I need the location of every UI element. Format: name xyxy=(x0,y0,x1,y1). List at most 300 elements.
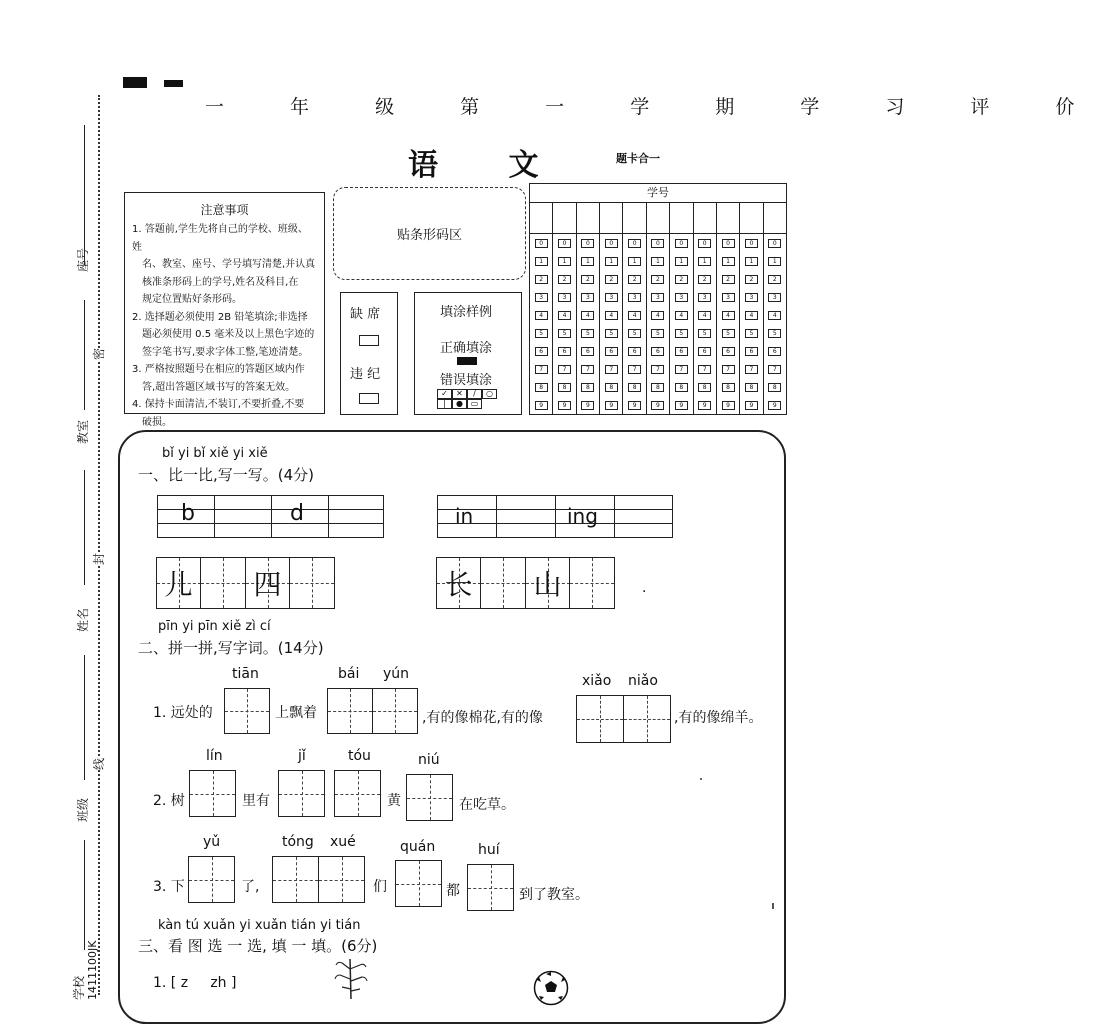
digit-bubble[interactable] xyxy=(764,252,786,270)
sec2-pinyin: pīn yi pīn xiě zì cí xyxy=(158,619,271,634)
seal-mark-3: 线 xyxy=(92,757,106,770)
digit-bubble[interactable] xyxy=(600,379,622,397)
digit-bubble[interactable] xyxy=(577,343,599,361)
digit-bubble[interactable] xyxy=(670,252,692,270)
tian-box[interactable] xyxy=(623,695,671,743)
digit-bubble-label: 3 xyxy=(651,293,664,302)
pinyin-tong: tóng xyxy=(282,834,314,850)
digit-bubble[interactable] xyxy=(623,306,645,324)
student-id-write-cell[interactable] xyxy=(694,203,716,234)
digit-bubble[interactable] xyxy=(600,343,622,361)
digit-bubble-label: 3 xyxy=(535,293,548,302)
digit-bubble-label: 4 xyxy=(768,311,781,320)
tian-box[interactable] xyxy=(188,856,235,903)
digit-bubble[interactable] xyxy=(600,324,622,342)
digit-bubble[interactable] xyxy=(670,234,692,252)
tian-box[interactable] xyxy=(289,557,335,609)
digit-bubble[interactable] xyxy=(694,324,716,342)
student-id-write-cell[interactable] xyxy=(764,203,786,234)
student-id-write-cell[interactable] xyxy=(623,203,645,234)
digit-bubble[interactable] xyxy=(647,324,669,342)
model-character: 儿 xyxy=(164,568,193,601)
digit-bubble[interactable] xyxy=(764,234,786,252)
digit-bubble[interactable] xyxy=(694,234,716,252)
tian-box[interactable] xyxy=(334,770,381,817)
student-id-column xyxy=(576,203,599,415)
digit-bubble-label: 3 xyxy=(745,293,758,302)
digit-bubble[interactable] xyxy=(600,252,622,270)
digit-bubble[interactable] xyxy=(717,397,739,415)
digit-bubble-label: 9 xyxy=(558,401,571,410)
digit-bubble[interactable] xyxy=(553,234,575,252)
digit-bubble-label: 4 xyxy=(535,311,548,320)
absent-label: 缺 席 xyxy=(350,307,381,322)
sec1-title: 一、比一比,写一写。(4分) xyxy=(138,466,315,484)
q1-text-3: ,有的像棉花,有的像 xyxy=(422,710,543,726)
digit-bubble[interactable] xyxy=(577,306,599,324)
digit-bubble[interactable] xyxy=(600,234,622,252)
digit-bubble-label: 5 xyxy=(675,329,688,338)
tian-box[interactable] xyxy=(189,770,236,817)
pinyin-tou: tóu xyxy=(348,748,371,764)
digit-bubble-label: 9 xyxy=(535,401,548,410)
digit-bubble-label: 3 xyxy=(605,293,618,302)
wrong-fill-label: 错误填涂 xyxy=(440,373,493,388)
char-row-b xyxy=(437,557,615,609)
student-id-column xyxy=(693,203,716,415)
digit-bubble-label: 9 xyxy=(698,401,711,410)
character-box xyxy=(156,557,202,609)
digit-bubble-label: 2 xyxy=(581,275,594,284)
digit-bubble[interactable] xyxy=(670,324,692,342)
digit-bubble-label: 8 xyxy=(745,383,758,392)
digit-bubble[interactable] xyxy=(694,306,716,324)
digit-bubble[interactable] xyxy=(740,343,762,361)
digit-bubble-label: 9 xyxy=(768,401,781,410)
student-id-column xyxy=(599,203,622,415)
digit-bubble-label: 8 xyxy=(722,383,735,392)
q1-text-2: 上飘着 xyxy=(275,705,317,721)
pinyin-xue: xué xyxy=(330,834,356,850)
fill-example-heading: 填涂样例 xyxy=(440,305,493,320)
digit-bubble[interactable] xyxy=(530,343,552,361)
digit-bubble[interactable] xyxy=(600,270,622,288)
digit-bubble-label: 5 xyxy=(651,329,664,338)
digit-bubble-label: 3 xyxy=(768,293,781,302)
digit-bubble-label: 1 xyxy=(698,257,711,266)
digit-bubble[interactable] xyxy=(577,270,599,288)
digit-bubble-label: 1 xyxy=(605,257,618,266)
digit-bubble[interactable] xyxy=(694,343,716,361)
digit-bubble[interactable] xyxy=(577,288,599,306)
digit-bubble[interactable] xyxy=(764,324,786,342)
character-box xyxy=(245,557,291,609)
digit-bubble[interactable] xyxy=(623,343,645,361)
class-label: 班级 xyxy=(76,797,90,822)
digit-bubble[interactable] xyxy=(530,252,552,270)
digit-bubble-label: 5 xyxy=(745,329,758,338)
tian-box[interactable] xyxy=(372,688,418,734)
q3-text-5: 到了教室。 xyxy=(519,887,589,903)
digit-bubble-label: 1 xyxy=(768,257,781,266)
pinyin-bai: bái xyxy=(338,666,360,682)
digit-bubble-label: 8 xyxy=(675,383,688,392)
pinyin-hui: huí xyxy=(478,842,500,858)
soccer-ball-icon xyxy=(533,970,569,1006)
digit-bubble[interactable] xyxy=(694,379,716,397)
absent-checkbox[interactable] xyxy=(359,335,379,346)
digit-bubble[interactable] xyxy=(740,397,762,415)
digit-bubble[interactable] xyxy=(553,306,575,324)
notice-line: 3. 严格按照题号在相应的答题区域内作 xyxy=(132,364,305,375)
digit-bubble[interactable] xyxy=(647,361,669,379)
digit-bubble[interactable] xyxy=(623,397,645,415)
digit-bubble-label: 5 xyxy=(698,329,711,338)
digit-bubble[interactable] xyxy=(623,270,645,288)
trailing-dot: . xyxy=(642,580,647,596)
digit-bubble[interactable] xyxy=(670,270,692,288)
digit-bubble[interactable] xyxy=(647,306,669,324)
model-character: 山 xyxy=(533,568,562,601)
pinyin-ji: jǐ xyxy=(298,748,306,764)
digit-bubble[interactable] xyxy=(694,397,716,415)
tian-box[interactable] xyxy=(576,695,624,743)
digit-bubble[interactable] xyxy=(694,270,716,288)
digit-bubble[interactable] xyxy=(670,397,692,415)
digit-bubble[interactable] xyxy=(647,288,669,306)
tian-box[interactable] xyxy=(406,774,453,821)
digit-bubble[interactable] xyxy=(600,306,622,324)
digit-bubble-label: 6 xyxy=(698,347,711,356)
digit-bubble[interactable] xyxy=(553,324,575,342)
digit-bubble-label: 7 xyxy=(581,365,594,374)
digit-bubble[interactable] xyxy=(764,397,786,415)
digit-bubble-label: 4 xyxy=(558,311,571,320)
scan-mark xyxy=(700,778,702,780)
digit-bubble-label: 5 xyxy=(628,329,641,338)
sec3-pinyin: kàn tú xuǎn yi xuǎn tián yi tián xyxy=(158,918,361,933)
digit-bubble[interactable] xyxy=(553,252,575,270)
tian-box[interactable] xyxy=(200,557,246,609)
student-id-write-cell[interactable] xyxy=(600,203,622,234)
tian-box[interactable] xyxy=(480,557,526,609)
digit-bubble[interactable] xyxy=(740,288,762,306)
digit-bubble[interactable] xyxy=(647,397,669,415)
digit-bubble-label: 6 xyxy=(581,347,594,356)
digit-bubble-label: 0 xyxy=(581,239,594,248)
notice-heading: 注意事项 xyxy=(200,203,249,217)
digit-bubble-label: 2 xyxy=(698,275,711,284)
digit-bubble[interactable] xyxy=(647,252,669,270)
digit-bubble[interactable] xyxy=(553,361,575,379)
digit-bubble[interactable] xyxy=(717,361,739,379)
q3-text-3: 们 xyxy=(373,879,387,895)
letter-ing: ing xyxy=(567,504,598,528)
digit-bubble-label: 9 xyxy=(605,401,618,410)
model-character: 四 xyxy=(253,568,282,601)
digit-bubble-label: 9 xyxy=(722,401,735,410)
notice-line: 答,超出答题区域书写的答案无效。 xyxy=(142,381,296,393)
student-id-write-cell[interactable] xyxy=(717,203,739,234)
notice-line: 核准条形码上的学号,姓名及科目,在 xyxy=(142,276,299,288)
digit-bubble[interactable] xyxy=(647,343,669,361)
digit-bubble[interactable] xyxy=(577,324,599,342)
digit-bubble-label: 6 xyxy=(768,347,781,356)
tian-box[interactable] xyxy=(467,864,514,911)
bar-mark-icon: | xyxy=(437,399,452,409)
student-id-column xyxy=(669,203,692,415)
subject-title: 语 文 xyxy=(408,148,569,183)
digit-bubble-label: 0 xyxy=(675,239,688,248)
student-id-write-cell[interactable] xyxy=(670,203,692,234)
school-label: 学校 xyxy=(72,975,86,1000)
digit-bubble[interactable] xyxy=(623,379,645,397)
digit-bubble[interactable] xyxy=(764,343,786,361)
digit-bubble-label: 5 xyxy=(558,329,571,338)
digit-bubble[interactable] xyxy=(740,361,762,379)
digit-bubble[interactable] xyxy=(740,379,762,397)
digit-bubble-label: 0 xyxy=(768,239,781,248)
digit-bubble[interactable] xyxy=(647,234,669,252)
absence-box xyxy=(340,292,398,415)
digit-bubble[interactable] xyxy=(530,379,552,397)
student-id-column xyxy=(716,203,739,415)
student-id-column xyxy=(530,203,552,415)
violation-checkbox[interactable] xyxy=(359,393,379,404)
digit-bubble-label: 3 xyxy=(581,293,594,302)
digit-bubble[interactable] xyxy=(530,306,552,324)
digit-bubble[interactable] xyxy=(577,397,599,415)
digit-bubble-label: 8 xyxy=(698,383,711,392)
digit-bubble[interactable] xyxy=(553,397,575,415)
seal-mark-1: 密 xyxy=(92,347,106,360)
digit-bubble[interactable] xyxy=(600,288,622,306)
tian-box[interactable] xyxy=(278,770,325,817)
digit-bubble[interactable] xyxy=(717,324,739,342)
digit-bubble[interactable] xyxy=(764,361,786,379)
notice-line: 名、教室、座号、学号填写清楚,并认真 xyxy=(142,259,316,270)
digit-bubble-label: 7 xyxy=(558,365,571,374)
digit-bubble-label: 6 xyxy=(722,347,735,356)
binding-dotted-line xyxy=(98,95,100,995)
digit-bubble-label: 6 xyxy=(675,347,688,356)
digit-bubble-label: 6 xyxy=(535,347,548,356)
letter-b: b xyxy=(181,501,195,526)
student-id-columns xyxy=(530,203,786,415)
tian-box[interactable] xyxy=(224,688,270,734)
char-row-a xyxy=(157,557,335,609)
digit-bubble[interactable] xyxy=(670,361,692,379)
digit-bubble[interactable] xyxy=(670,306,692,324)
digit-bubble[interactable] xyxy=(623,324,645,342)
digit-bubble[interactable] xyxy=(600,397,622,415)
tian-box[interactable] xyxy=(395,860,442,907)
pinyin-quan: quán xyxy=(400,839,436,855)
fill-example-box xyxy=(414,292,522,415)
digit-bubble-label: 8 xyxy=(535,383,548,392)
digit-bubble[interactable] xyxy=(740,270,762,288)
digit-bubble[interactable] xyxy=(623,234,645,252)
notice-line: 4. 保持卡面清洁,不装订,不要折叠,不要 xyxy=(132,399,305,410)
digit-bubble[interactable] xyxy=(577,361,599,379)
digit-bubble[interactable] xyxy=(717,306,739,324)
notice-list xyxy=(132,221,317,431)
correct-fill-sample xyxy=(457,357,477,365)
notice-line: 签字笔书写,要求字体工整,笔迹清楚。 xyxy=(142,346,309,358)
digit-bubble-label: 1 xyxy=(651,257,664,266)
q1-text-4: ,有的像绵羊。 xyxy=(674,710,763,726)
digit-bubble[interactable] xyxy=(740,252,762,270)
digit-bubble-label: 4 xyxy=(722,311,735,320)
digit-bubble[interactable] xyxy=(530,324,552,342)
digit-bubble[interactable] xyxy=(764,270,786,288)
digit-bubble-label: 0 xyxy=(745,239,758,248)
pinyin-yun: yún xyxy=(383,666,410,682)
digit-bubble[interactable] xyxy=(694,288,716,306)
digit-bubble[interactable] xyxy=(717,288,739,306)
letter-in: in xyxy=(455,504,474,528)
q2-text-2: 里有 xyxy=(242,793,270,809)
digit-bubble[interactable] xyxy=(623,361,645,379)
tian-box[interactable] xyxy=(569,557,615,609)
dot-mark-icon: ● xyxy=(452,399,467,409)
digit-bubble[interactable] xyxy=(553,379,575,397)
digit-bubble-label: 6 xyxy=(628,347,641,356)
digit-bubble-label: 1 xyxy=(675,257,688,266)
digit-bubble[interactable] xyxy=(553,288,575,306)
digit-bubble-label: 7 xyxy=(605,365,618,374)
digit-bubble-label: 8 xyxy=(558,383,571,392)
sec3-title: 三、看 图 选 一 选, 填 一 填。(6分) xyxy=(138,937,378,955)
digit-bubble-label: 2 xyxy=(722,275,735,284)
notice-line: 规定位置贴好条形码。 xyxy=(142,294,242,305)
pinyin-yu: yǔ xyxy=(203,834,221,850)
digit-bubble[interactable] xyxy=(717,379,739,397)
tian-box[interactable] xyxy=(318,856,365,903)
digit-bubble[interactable] xyxy=(530,270,552,288)
digit-bubble-label: 5 xyxy=(535,329,548,338)
class-line xyxy=(84,655,85,780)
digit-bubble[interactable] xyxy=(530,234,552,252)
pinyin-niao: niǎo xyxy=(628,673,658,689)
digit-bubble[interactable] xyxy=(694,252,716,270)
digit-bubble[interactable] xyxy=(764,288,786,306)
pinyin-niu: niú xyxy=(418,752,440,768)
student-id-write-cell[interactable] xyxy=(740,203,762,234)
digit-bubble[interactable] xyxy=(764,306,786,324)
digit-bubble[interactable] xyxy=(577,379,599,397)
scan-mark xyxy=(772,903,774,909)
digit-bubble-label: 0 xyxy=(628,239,641,248)
tian-box[interactable] xyxy=(272,856,319,903)
cross-mark-icon: ✕ xyxy=(452,389,467,399)
digit-bubble-label: 1 xyxy=(745,257,758,266)
character-box xyxy=(436,557,482,609)
digit-bubble[interactable] xyxy=(623,288,645,306)
seal-mark-2: 封 xyxy=(92,552,106,565)
digit-bubble-label: 4 xyxy=(581,311,594,320)
digit-bubble-label: 5 xyxy=(581,329,594,338)
digit-bubble-label: 5 xyxy=(722,329,735,338)
four-line-grid-a xyxy=(157,495,384,538)
digit-bubble-label: 4 xyxy=(651,311,664,320)
alignment-mark-2 xyxy=(164,80,183,87)
student-id-grid xyxy=(529,183,787,415)
sec3-q1: 1. [ z zh ] xyxy=(153,975,237,991)
digit-bubble-label: 6 xyxy=(558,347,571,356)
digit-bubble[interactable] xyxy=(577,252,599,270)
digit-bubble-label: 3 xyxy=(558,293,571,302)
digit-bubble[interactable] xyxy=(740,306,762,324)
digit-bubble[interactable] xyxy=(694,361,716,379)
digit-bubble-label: 2 xyxy=(745,275,758,284)
digit-bubble[interactable] xyxy=(670,288,692,306)
card-type: 题卡合一 xyxy=(616,152,660,165)
school-line xyxy=(84,840,85,950)
digit-bubble[interactable] xyxy=(740,324,762,342)
digit-bubble[interactable] xyxy=(717,252,739,270)
digit-bubble-label: 5 xyxy=(768,329,781,338)
digit-bubble[interactable] xyxy=(553,343,575,361)
digit-bubble[interactable] xyxy=(600,361,622,379)
student-id-write-cell[interactable] xyxy=(577,203,599,234)
q2-text-1: 2. 树 xyxy=(153,793,185,809)
digit-bubble[interactable] xyxy=(577,234,599,252)
digit-bubble[interactable] xyxy=(530,397,552,415)
four-line-grid-b xyxy=(437,495,673,538)
digit-bubble[interactable] xyxy=(717,343,739,361)
digit-bubble[interactable] xyxy=(740,234,762,252)
digit-bubble[interactable] xyxy=(530,361,552,379)
digit-bubble-label: 4 xyxy=(675,311,688,320)
student-id-write-cell[interactable] xyxy=(647,203,669,234)
digit-bubble-label: 5 xyxy=(605,329,618,338)
student-id-write-cell[interactable] xyxy=(553,203,575,234)
digit-bubble[interactable] xyxy=(623,252,645,270)
digit-bubble-label: 2 xyxy=(675,275,688,284)
digit-bubble-label: 1 xyxy=(535,257,548,266)
student-id-write-cell[interactable] xyxy=(530,203,552,234)
digit-bubble[interactable] xyxy=(530,288,552,306)
tian-box[interactable] xyxy=(327,688,373,734)
digit-bubble-label: 1 xyxy=(581,257,594,266)
classroom-label: 教室 xyxy=(76,419,90,444)
barcode-area[interactable] xyxy=(333,187,526,280)
digit-bubble[interactable] xyxy=(764,379,786,397)
digit-bubble-label: 4 xyxy=(628,311,641,320)
digit-bubble-label: 6 xyxy=(605,347,618,356)
letter-d: d xyxy=(290,501,304,526)
digit-bubble-label: 3 xyxy=(675,293,688,302)
notice-line: 2. 选择题必须使用 2B 铅笔填涂;非选择 xyxy=(132,311,308,323)
digit-bubble[interactable] xyxy=(647,379,669,397)
digit-bubble-label: 2 xyxy=(535,275,548,284)
q1-text-1: 1. 远处的 xyxy=(153,705,213,721)
digit-bubble[interactable] xyxy=(670,343,692,361)
digit-bubble[interactable] xyxy=(717,270,739,288)
digit-bubble-label: 9 xyxy=(628,401,641,410)
digit-bubble[interactable] xyxy=(670,379,692,397)
digit-bubble-label: 3 xyxy=(698,293,711,302)
digit-bubble[interactable] xyxy=(647,270,669,288)
circle-mark-icon: ○ xyxy=(482,389,497,399)
digit-bubble-label: 3 xyxy=(628,293,641,302)
pinyin-xiao: xiǎo xyxy=(582,673,612,689)
digit-bubble-label: 0 xyxy=(722,239,735,248)
digit-bubble[interactable] xyxy=(553,270,575,288)
student-id-column xyxy=(622,203,645,415)
digit-bubble[interactable] xyxy=(717,234,739,252)
